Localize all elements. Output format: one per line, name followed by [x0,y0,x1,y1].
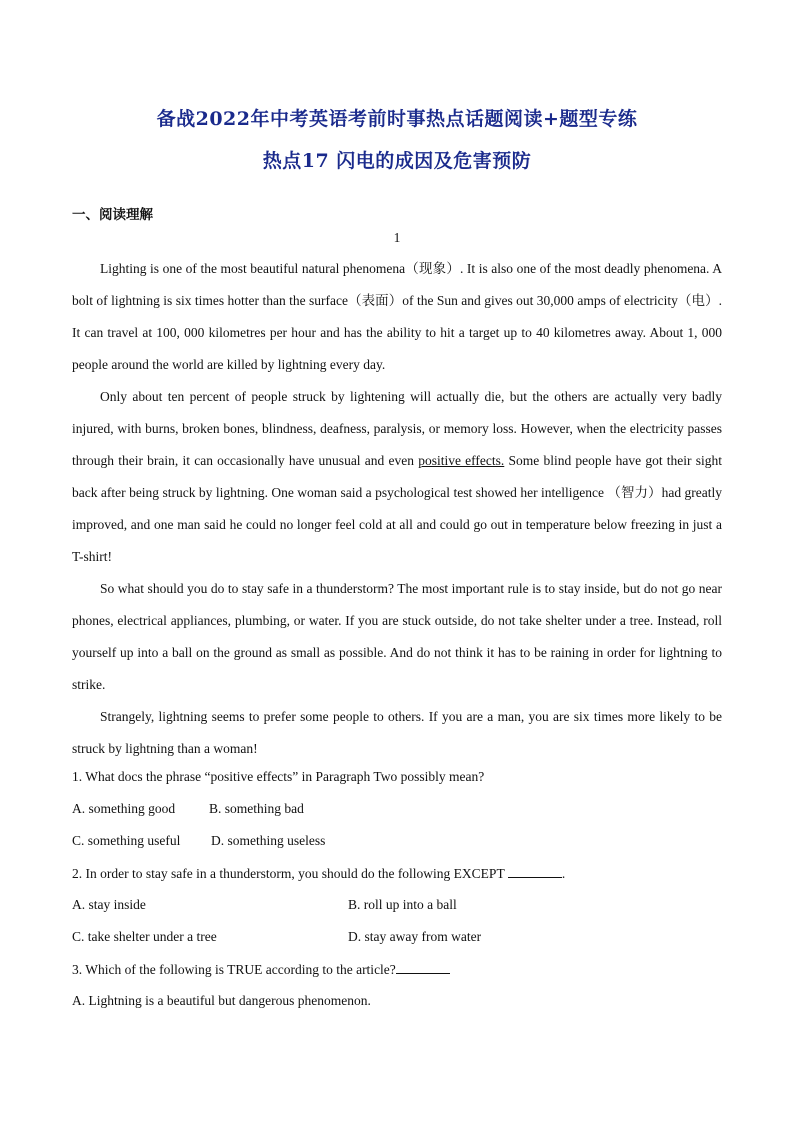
paragraph-2-text-a: Only about ten percent of people struck by lightening will actually die, but the others are actually very badly injured, with burns, broken bones, blindness, deafness, paralysis, or memory loss. However, when the electricity passes through their brain, it can occasionally have unusual and even [72,389,722,468]
question-2-text: 2. In order to stay safe in a thunderstorm, you should do the following EXCEPT [72,866,505,881]
document-subtitle: 热点17 闪电的成因及危害预防 [262,150,532,172]
document-title: 备战2022年中考英语考前时事热点话题阅读+题型专练 [156,108,638,130]
question-2-option-c: C. take shelter under a tree [72,929,217,944]
question-2-stem [72,865,565,882]
question-1-option-a: A. something good [72,801,176,816]
answer-blank [396,961,450,974]
section-heading: 一、阅读理解 [72,207,153,223]
question-2-option-d: D. stay away from water [348,929,482,944]
paragraph-1: Lighting is one of the most beautiful natural phenomena（现象）. It is also one of the most deadly phenomena. A bolt of lightning is six times hotter than the surface（表面）of the Sun and gives out 30,000 amps of electricity（电）. It can travel at 100, 000 kilometres per hour and has the ability to hit a target up to 40 kilometres away. About 1, 000 people around the world are killed by lightning every day. [72,261,722,372]
reading-passage [72,253,722,765]
question-1-option-c: C. something useful [72,833,181,848]
passage-number: 1 [393,230,401,245]
question-2-option-b: B. roll up into a ball [348,897,457,912]
question-2-option-a: A. stay inside [72,897,146,912]
paragraph-2 [72,381,722,573]
question-3-stem [72,961,450,978]
question-1-option-d: D. something useless [211,833,326,848]
underlined-phrase: positive effects. [418,453,505,468]
paragraph-3: So what should you do to stay safe in a thunderstorm? The most important rule is to stay inside, but do not go near phones, electrical appliances, plumbing, or water. If you are stuck outside, do not take shelter under a tree. Instead, roll yourself up into a ball on the ground as small as possible. And do not think it has to be raining in order for lightning to strike. [72,581,722,692]
question-3-option-a: A. Lightning is a beautiful but dangerous phenomenon. [72,993,371,1008]
paragraph-2-text-b: Some blind people have got their sight back after being struck by lightning. One woman said a psychological test showed her intelligence （智力）had greatly improved, and one man said he could no longer feel cold at all and could go out in temperature below freezing in just a T-shirt! [72,453,723,564]
question-2-end: . [561,866,566,881]
question-1-option-b: B. something bad [209,801,304,816]
question-1-stem: 1. What docs the phrase “positive effects” in Paragraph Two possibly mean? [72,769,485,784]
answer-blank [508,865,562,878]
question-3-text: 3. Which of the following is TRUE according to the article? [72,962,396,977]
paragraph-4: Strangely, lightning seems to prefer some people to others. If you are a man, you are six times more likely to be struck by lightning than a woman! [72,709,722,756]
